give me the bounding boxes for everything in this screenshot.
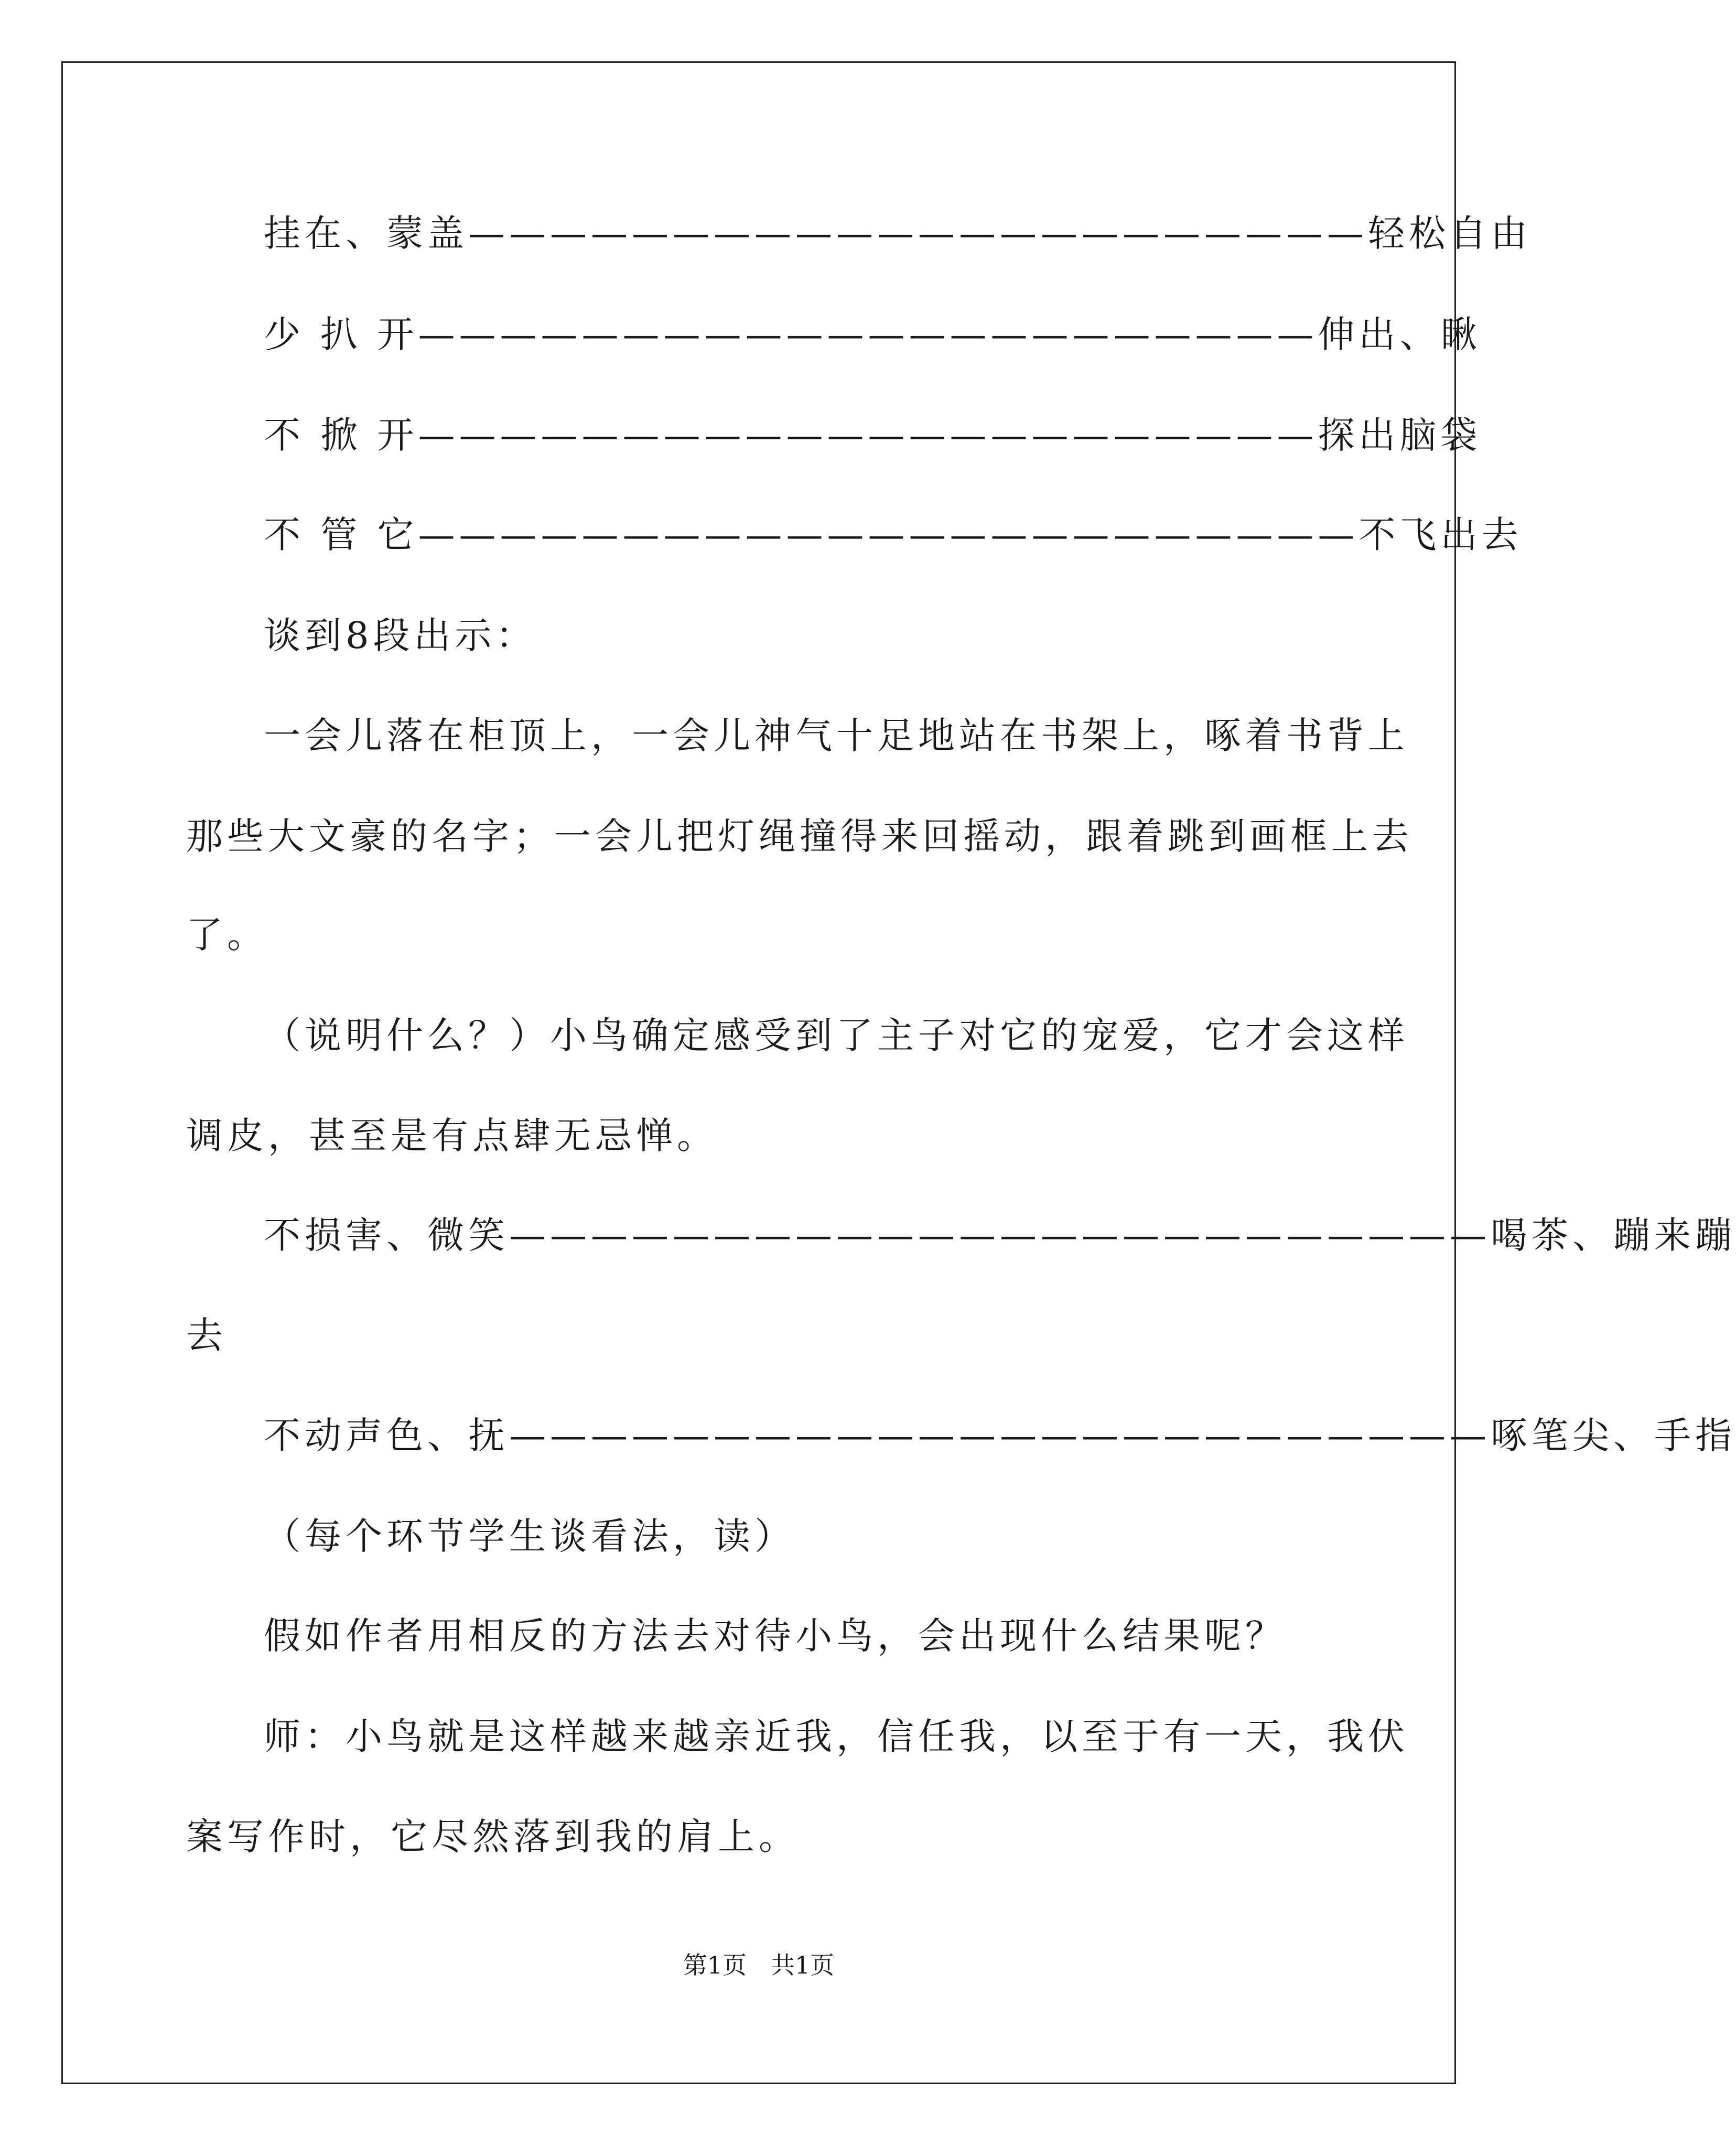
page-border: [61, 61, 1456, 2084]
text-line: 不 掀 开——————————————————————探出脑袋: [264, 414, 1482, 457]
page-number: 第1页 共1页: [683, 1951, 835, 1979]
text-line: 不损害、微笑————————————————————————喝茶、蹦来蹦: [264, 1214, 1736, 1257]
paragraph-line: 调皮，甚至是有点肆无忌惮。: [186, 1114, 718, 1157]
text-line: 不 管 它———————————————————————不飞出去: [264, 513, 1523, 556]
paragraph-line: 师：小鸟就是这样越来越亲近我，信任我，以至于有一天，我伏: [264, 1715, 1409, 1758]
paragraph-line: 一会儿落在柜顶上，一会儿神气十足地站在书架上，啄着书背上: [264, 714, 1409, 757]
paragraph-line: 那些大文豪的名字；一会儿把灯绳撞得来回摇动，跟着跳到画框上去: [186, 815, 1413, 858]
text-line: 假如作者用相反的方法去对待小鸟，会出现什么结果呢？: [264, 1614, 1286, 1657]
text-line: 少 扒 开——————————————————————伸出、瞅: [264, 313, 1482, 356]
text-line: 挂在、蒙盖——————————————————————轻松自由: [264, 212, 1532, 255]
text-line: 谈到8段出示：: [264, 614, 537, 657]
text-line: （每个环节学生谈看法，读）: [264, 1515, 795, 1558]
paragraph-line: 案写作时，它尽然落到我的肩上。: [186, 1815, 800, 1858]
paragraph-line: （说明什么？）小鸟确定感受到了主子对它的宠爱，它才会这样: [264, 1014, 1409, 1057]
text-line: 不动声色、抚————————————————————————啄笔尖、手指: [264, 1414, 1736, 1457]
paragraph-line: 了。: [186, 913, 268, 956]
text-line: 去: [186, 1314, 227, 1357]
